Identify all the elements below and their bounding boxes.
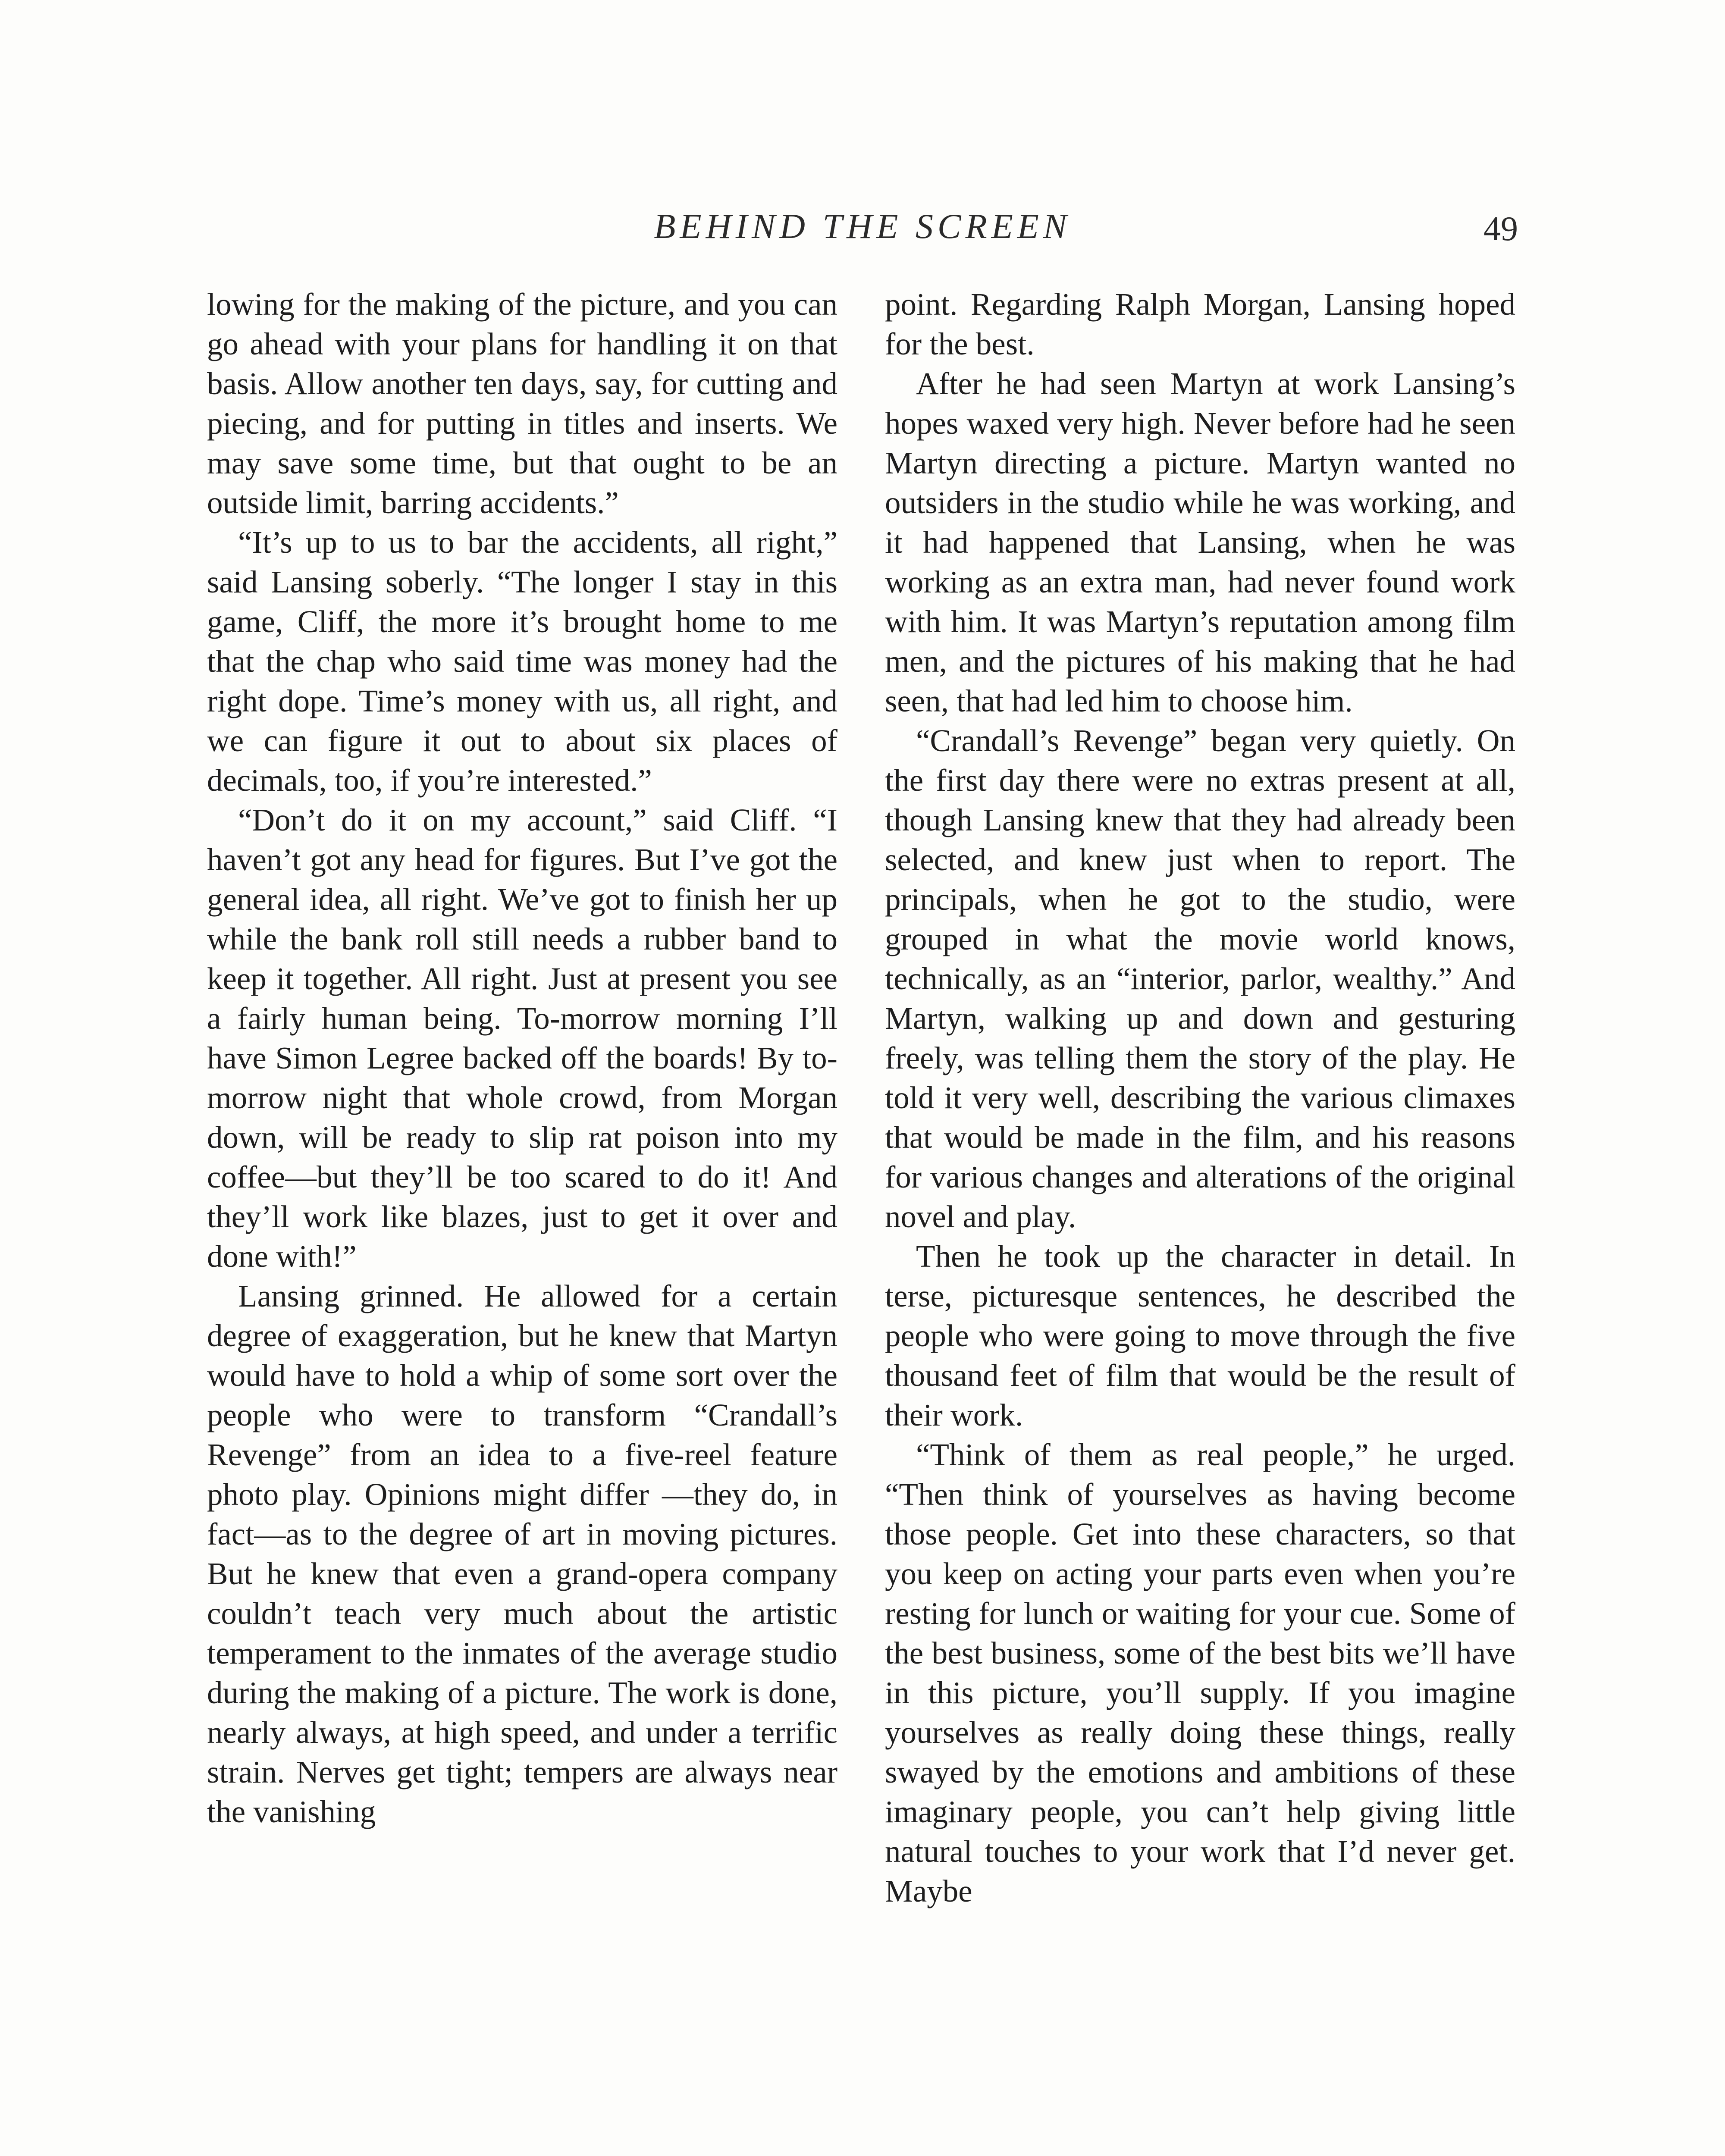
paragraph: Lansing grinned. He allowed for a certain degree of exaggeration, but he knew that Martyn would have to hold a whip of some sort over the people who were to transform “Crandall’s Revenge” from an idea to a five-reel feature photo play. Opinions might differ —they do, in fact—as to the degree of art in moving pictures. But he knew that even a grand-opera company couldn’t teach very much about the artistic temperament to the inmates of the average studio during the making of a picture. The work is done, nearly always, at high speed, and under a terrific strain. Nerves get tight; tempers are always near the vanishing — [207, 1279, 837, 1829]
left-column — [207, 285, 837, 1832]
page-number: 49 — [1484, 210, 1518, 248]
right-column — [885, 285, 1515, 1911]
paragraph: “It’s up to us to bar the accidents, all right,” said Lansing soberly. “The longer I stay in this game, Cliff, the more it’s brought home to me that the chap who said time was money had the right dope. Time’s money with us, all right, and we can figure it out to about six places of decimals, too, if you’re interested.” — [207, 525, 837, 798]
running-title: BEHIND THE SCREEN — [654, 207, 1071, 246]
paragraph: “Crandall’s Revenge” began very quietly. On the first day there were no extras present at all, though Lansing knew that they had already been selected, and knew just when to report. The principals, when he got to the studio, were grouped in what the movie world knows, technically, as an “interior, parlor, wealthy.” And Martyn, walking up and down and gesturing freely, was telling them the story of the play. He told it very well, describing the various climaxes that would be made in the film, and his reasons for various changes and alterations of the original novel and play. — [885, 723, 1515, 1234]
paragraph: lowing for the making of the picture, and you can go ahead with your plans for handling it on that basis. Allow another ten days, say, for cutting and piecing, and for putting in titles and inserts. We may save some time, but that ought to be an outside limit, barring accidents.” — [207, 287, 837, 520]
paragraph: point. Regarding Ralph Morgan, Lansing hoped for the best. — [885, 287, 1515, 361]
paragraph: After he had seen Martyn at work Lansing’s hopes waxed very high. Never before had he seen Martyn directing a picture. Martyn wanted no outsiders in the studio while he was working, and it had happened that Lansing, when he was working as an extra man, had never found work with him. It was Martyn’s reputation among film men, and the pictures of his making that he had seen, that had led him to choose him. — [885, 366, 1515, 718]
page-header — [207, 206, 1518, 258]
paragraph: “Think of them as real people,” he urged. “Then think of yourselves as having become those people. Get into these characters, so that you keep on acting your parts even when you’re resting for lunch or waiting for your cue. Some of the best business, some of the best bits we’ll have in this picture, you’ll supply. If you imagine yourselves as really doing these things, really swayed by the emotions and ambitions of these imaginary people, you can’t help giving little natural touches to your work that I’d never get. Maybe — [885, 1437, 1515, 1908]
paragraph: “Don’t do it on my account,” said Cliff. “I haven’t got any head for figures. But I’ve got the general idea, all right. We’ve got to finish her up while the bank roll still needs a rubber band to keep it together. All right. Just at present you see a fairly human being. To-morrow morning I’ll have Simon Legree backed off the boards! By to-morrow night that whole crowd, from Morgan down, will be ready to slip rat poison into my coffee—but they’ll be too scared to do it! And they’ll work like blazes, just to get it over and done with!” — [207, 802, 837, 1274]
paragraph: Then he took up the character in detail. In terse, picturesque sentences, he described the people who were going to move through the five thousand feet of film that would be the result of their work. — [885, 1239, 1515, 1432]
